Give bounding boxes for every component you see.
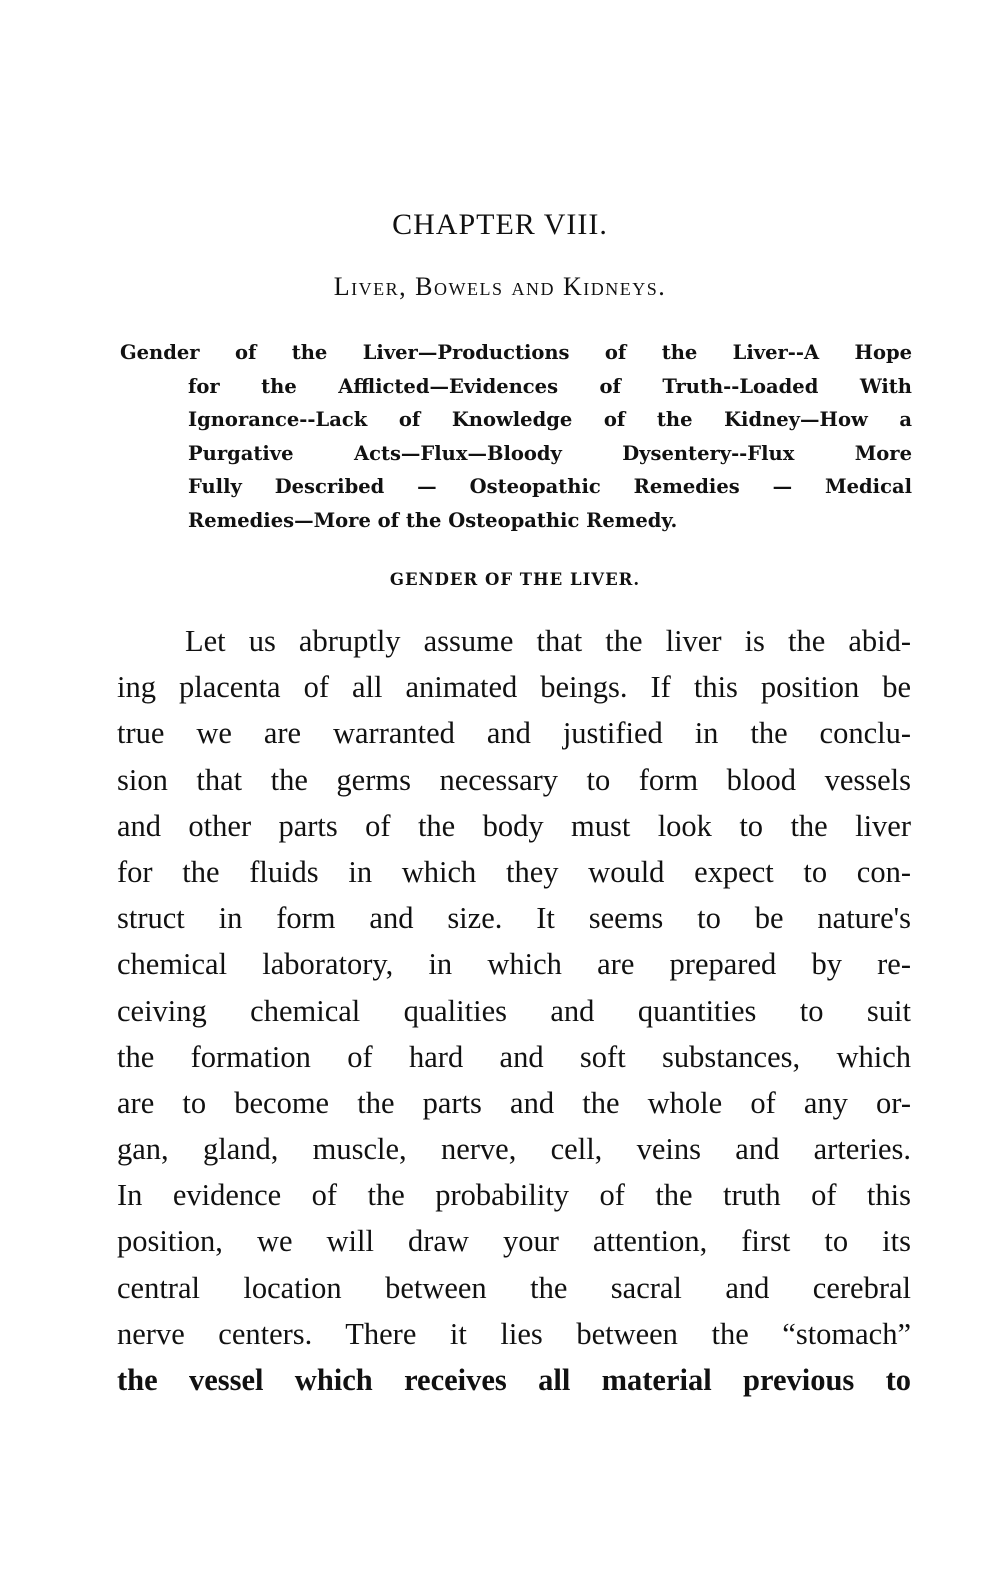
summary-line: for the Afflicted—Evidences of Truth--Loaded With xyxy=(188,374,912,398)
body-line: position, we will draw your attention, first to its xyxy=(117,1224,911,1259)
body-line: and other parts of the body must look to the liver xyxy=(117,808,911,843)
body-line: true we are warranted and justified in the conclu- xyxy=(117,716,911,751)
body-line: are to become the parts and the whole of any or- xyxy=(117,1085,911,1120)
body-line: struct in form and size. It seems to be nature's xyxy=(117,901,911,936)
summary-line: Remedies—More of the Osteopathic Remedy. xyxy=(188,508,678,532)
body-line: ing placenta of all animated beings. If this position be xyxy=(117,670,911,705)
body-line: nerve centers. There it lies between the “stomach” xyxy=(117,1316,911,1351)
summary-line: Fully Described — Osteopathic Remedies — Medical xyxy=(188,475,912,498)
summary-line: Ignorance--Lack of Knowledge of the Kidney—How a xyxy=(188,408,912,431)
chapter-subtitle: Liver, Bowels and Kidneys. xyxy=(333,272,667,301)
body-line: Let us abruptly assume that the liver is the abid- xyxy=(185,624,911,658)
body-line: central location between the sacral and cerebral xyxy=(117,1270,911,1305)
body-line: for the fluids in which they would expect to con- xyxy=(117,854,911,889)
body-line: sion that the germs necessary to form blood vessels xyxy=(117,762,911,797)
body-line: gan, gland, muscle, nerve, cell, veins and arteries. xyxy=(117,1132,911,1167)
body-line: In evidence of the probability of the truth of this xyxy=(117,1178,911,1213)
body-line: ceiving chemical qualities and quantities to suit xyxy=(117,993,911,1028)
chapter-summary xyxy=(120,336,912,537)
body-line: chemical laboratory, in which are prepared by re- xyxy=(117,947,911,982)
body-line: the vessel which receives all material previous to xyxy=(117,1363,911,1397)
summary-line: Purgative Acts—Flux—Bloody Dysentery--Flux More xyxy=(188,441,912,465)
body-line: the formation of hard and soft substances, which xyxy=(117,1039,911,1074)
chapter-title: CHAPTER VIII. xyxy=(392,208,608,241)
summary-line: Gender of the Liver—Productions of the Liver--A Hope xyxy=(120,341,912,364)
body-text xyxy=(117,618,911,1403)
section-heading: GENDER OF THE LIVER. xyxy=(389,570,641,589)
